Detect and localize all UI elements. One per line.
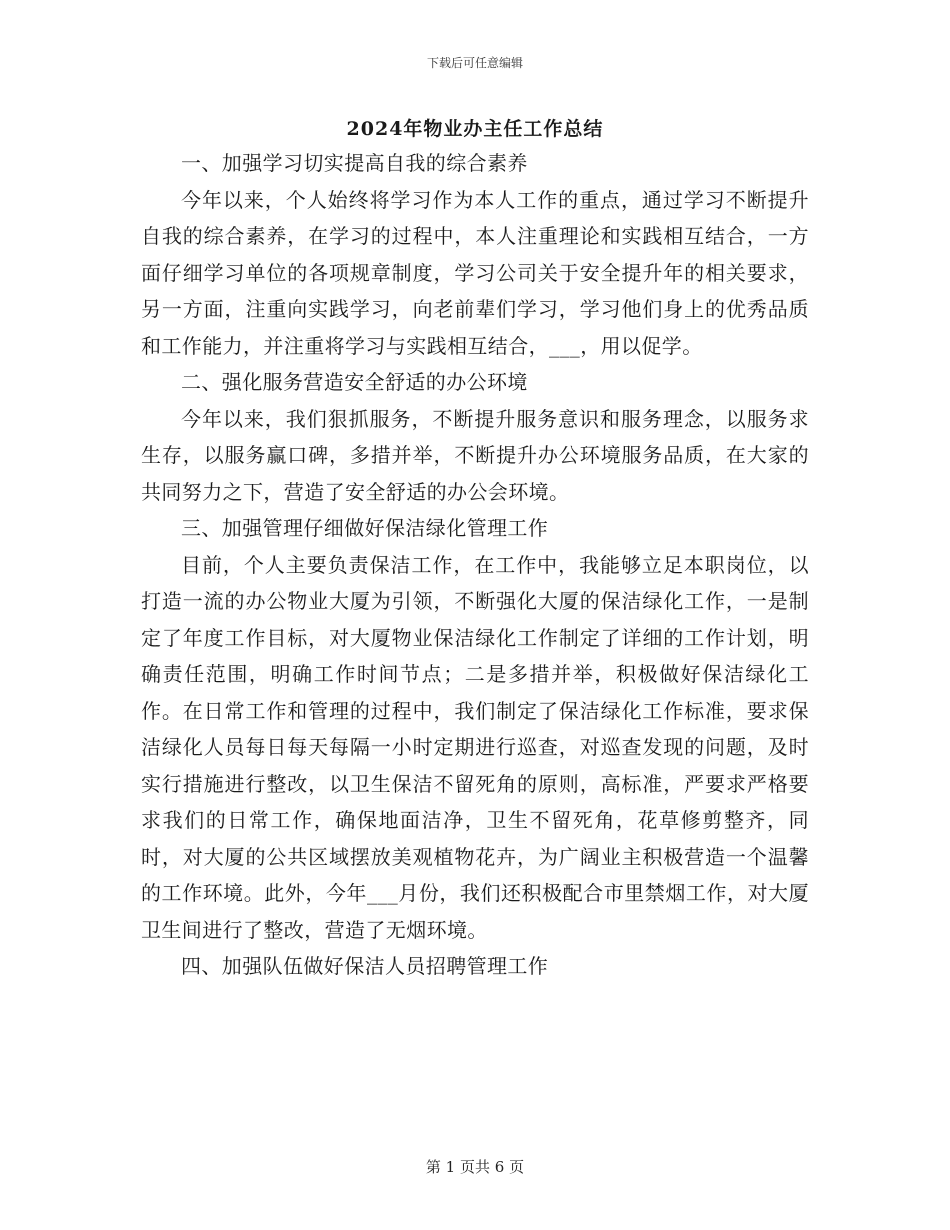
body-paragraph-2: 今年以来，我们狠抓服务，不断提升服务意识和服务理念，以服务求生存，以服务赢口碑，多措并举，不断提升办公环境服务品质，在大家的共同努力之下，营造了安全舒适的办公会环境。 <box>141 406 809 504</box>
body-paragraph-1: 今年以来，个人始终将学习作为本人工作的重点，通过学习不断提升自我的综合素养，在学习的过程中，本人注重理论和实践相互结合，一方面仔细学习单位的各项规章制度，学习公司关于安全提升年的相关要求，另一方面，注重向实践学习，向老前辈们学习，学习他们身上的优秀品质和工作能力，并注重将学习与实践相互结合，___，用以促学。 <box>141 187 809 358</box>
section-heading-3: 三、加强管理仔细做好保洁绿化管理工作 <box>181 516 549 540</box>
section-heading-2: 二、强化服务营造安全舒适的办公环境 <box>181 370 528 394</box>
section-heading-1: 一、加强学习切实提高自我的综合素养 <box>181 151 528 175</box>
document-title: 2024年物业办主任工作总结 <box>346 118 604 140</box>
document-body <box>141 145 809 985</box>
page-number: 第 1 页共 6 页 <box>425 1158 525 1176</box>
body-paragraph-3: 目前，个人主要负责保洁工作，在工作中，我能够立足本职岗位，以打造一流的办公物业大厦为引领，不断强化大厦的保洁绿化工作，一是制定了年度工作目标，对大厦物业保洁绿化工作制定了详细的工作计划，明确责任范围，明确工作时间节点；二是多措并举，积极做好保洁绿化工作。在日常工作和管理的过程中，我们制定了保洁绿化工作标准，要求保洁绿化人员每日每天每隔一小时定期进行巡查，对巡查发现的问题，及时实行措施进行整改，以卫生保洁不留死角的原则，高标准，严要求严格要求我们的日常工作，确保地面洁净，卫生不留死角，花草修剪整齐，同时，对大厦的公共区域摆放美观植物花卉，为广阔业主积极营造一个温馨的工作环境。此外，今年___月份，我们还积极配合市里禁烟工作，对大厦卫生间进行了整改，营造了无烟环境。 <box>141 552 809 942</box>
page-header-note: 下载后可任意编辑 <box>426 56 523 70</box>
section-heading-4: 四、加强队伍做好保洁人员招聘管理工作 <box>181 954 549 978</box>
